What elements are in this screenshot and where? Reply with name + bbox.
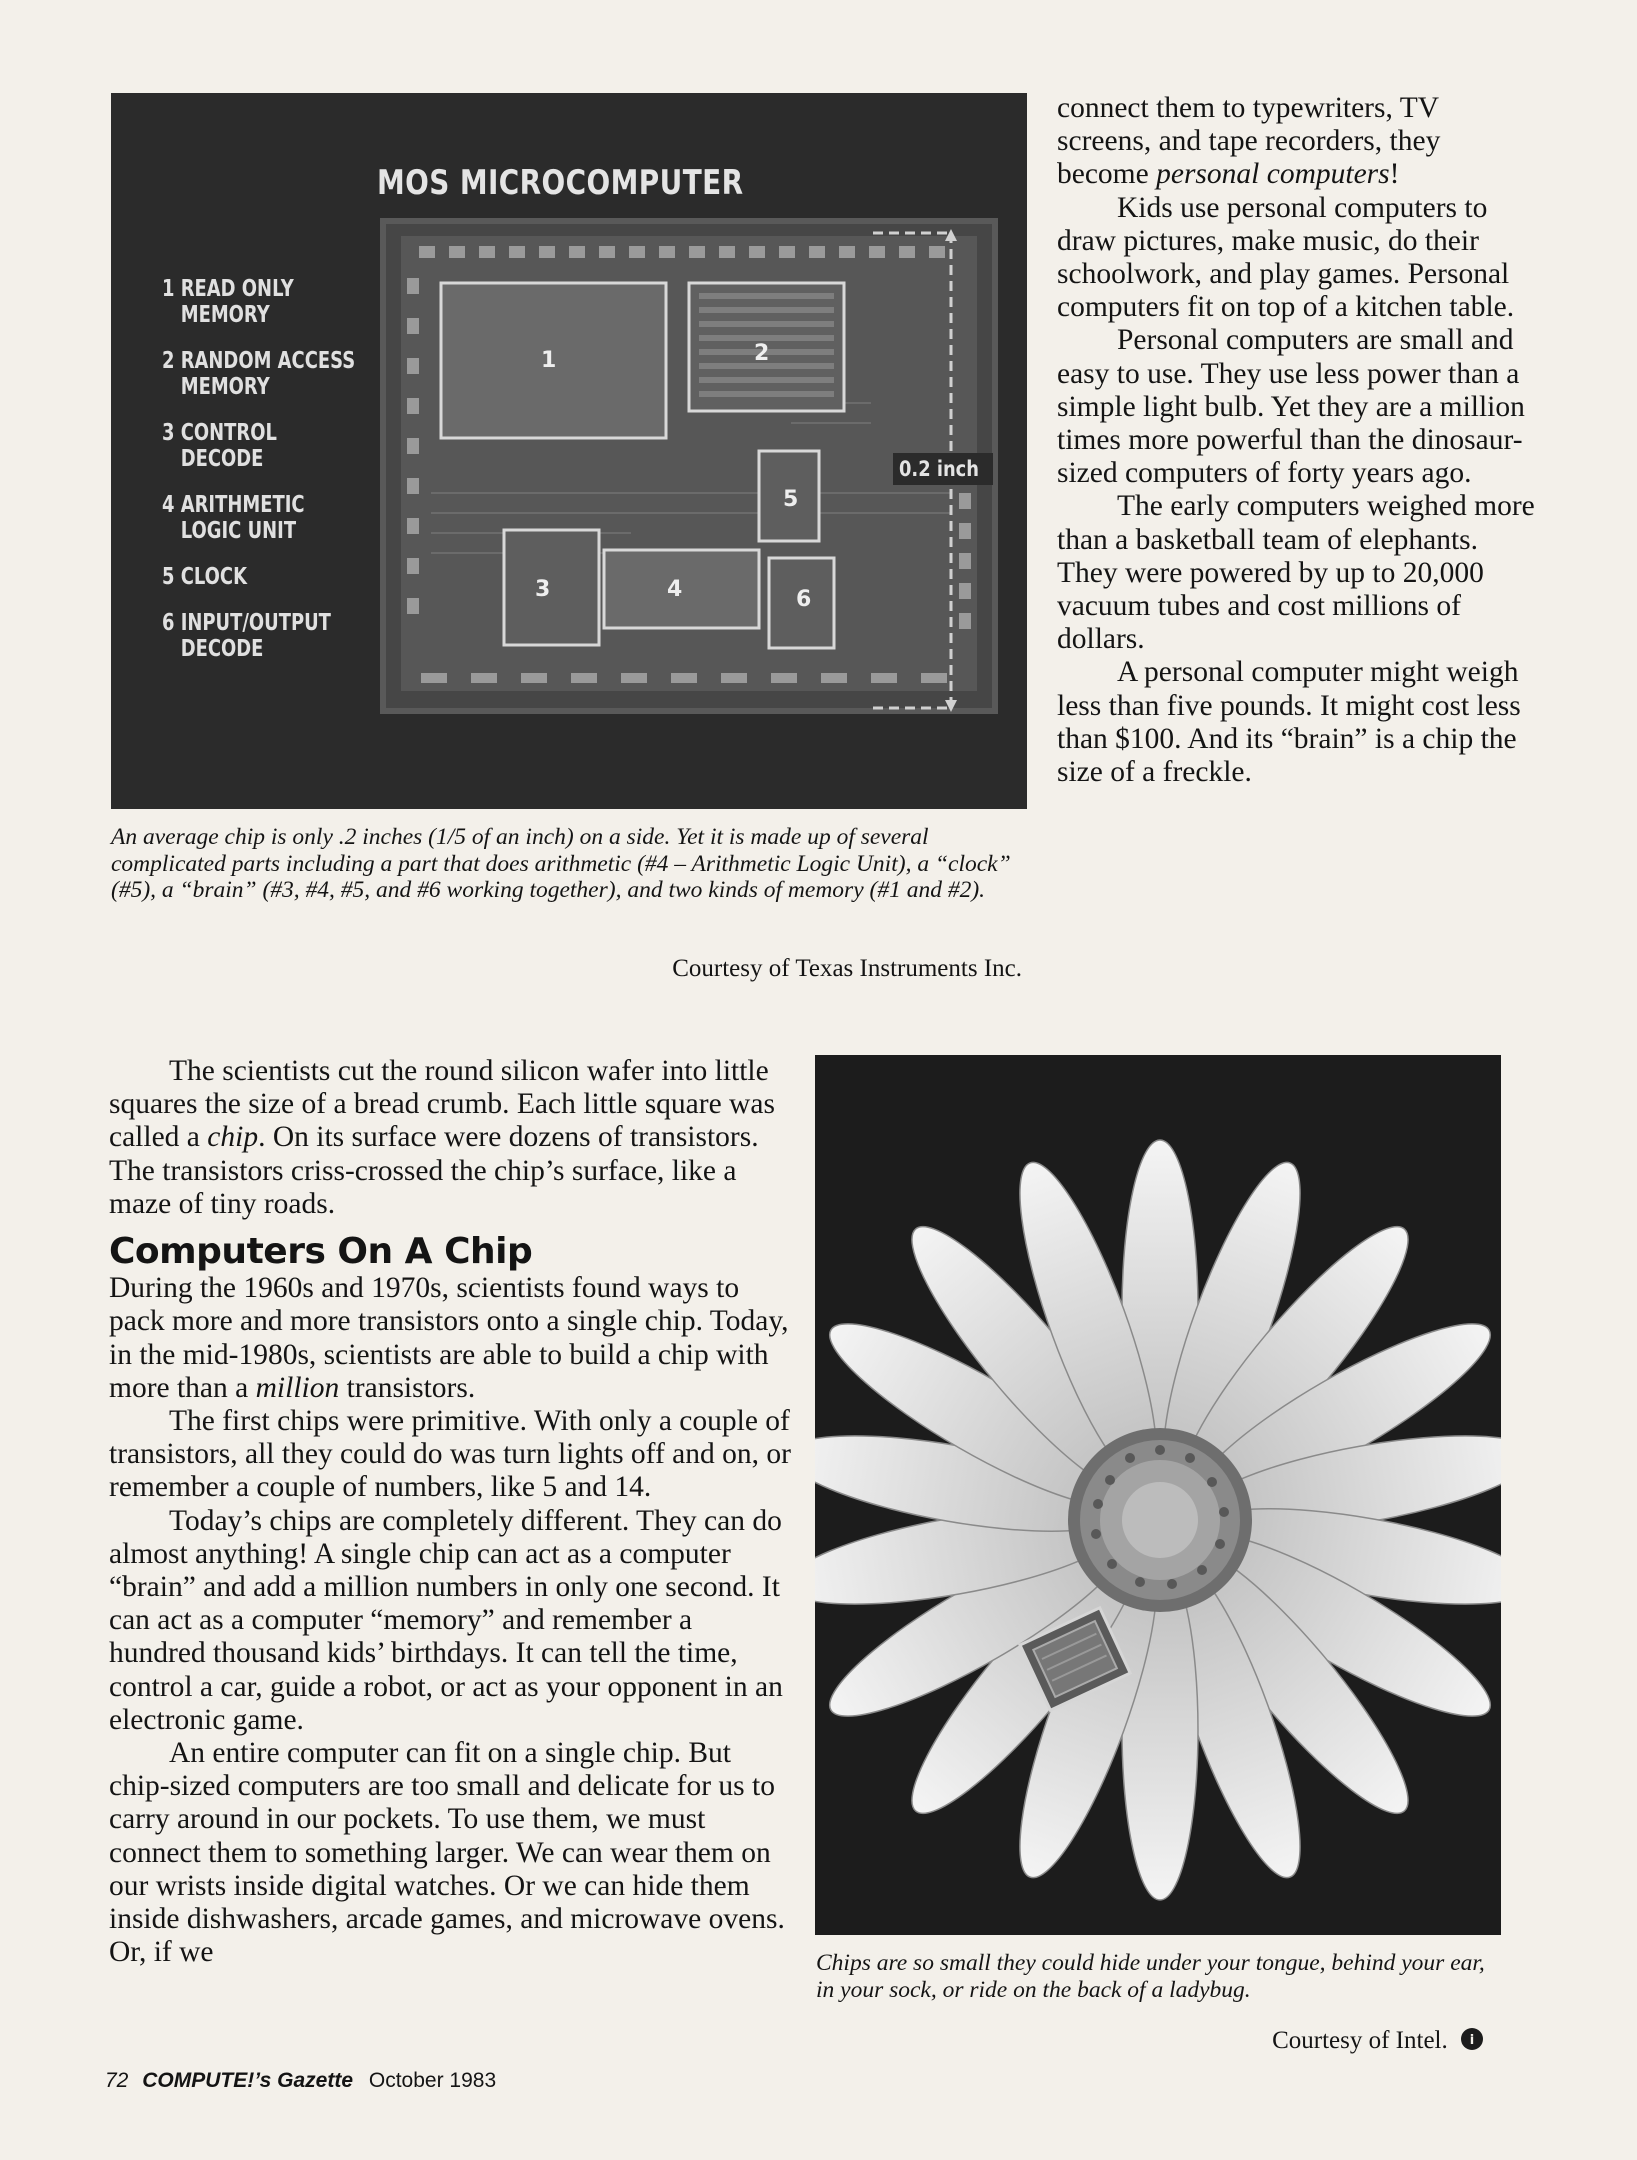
page-number: 72: [105, 2069, 129, 2092]
chip-credit: Courtesy of Texas Instruments Inc.: [672, 955, 1022, 982]
block-label-2: 2: [754, 341, 770, 366]
block-label-1: 1: [541, 348, 557, 373]
right-para-2: Kids use personal computers to draw pictures, make music, do their schoolwork, and play games. Personal computers fit on top of a kitchen table.: [1057, 191, 1515, 324]
legend-item-clock: 5 CLOCK: [162, 564, 248, 590]
right-column: [1057, 92, 1535, 789]
chip-photo: [111, 93, 1027, 809]
block-label-5: 5: [783, 487, 799, 512]
intel-logo-icon: [1460, 2027, 1484, 2051]
chip-caption: An average chip is only .2 inches (1/5 of an inch) on a side. Yet it is made up of several complicated parts including a part that does arithmetic (#4 – Arithmetic Logic Unit), a “clock” (#5), a “brain” (#3, #4, #5, and #6 working together), and two kinds of memory (#1 and #2).: [111, 824, 1011, 903]
left-column: [109, 1055, 796, 1969]
right-para-1: connect them to typewriters, TV screens, and tape recorders, they become personal computers!: [1057, 92, 1441, 191]
section-heading: Computers On A Chip: [109, 1231, 533, 1273]
block-label-6: 6: [796, 587, 812, 612]
left-para-2: During the 1960s and 1970s, scientists found ways to pack more and more transistors onto a single chip. Today, in the mid-1980s, scientists are able to build a chip with more than a million transistors.: [109, 1272, 789, 1404]
legend-item-io: 6 INPUT/OUTPUT DECODE: [162, 610, 331, 662]
magazine-name: COMPUTE!’s Gazette: [142, 2069, 354, 2092]
flower-credit-text: Courtesy of Intel.: [1272, 2027, 1448, 2054]
right-para-3: Personal computers are small and easy to use. They use less power than a simple light bulb. Yet they are a million times more powerful than the dinosaur-sized computers of forty years ago.: [1057, 324, 1525, 490]
block-label-3: 3: [535, 577, 551, 602]
chip-title: MOS MICROCOMPUTER: [377, 163, 744, 203]
left-para-5: An entire computer can fit on a single chip. But chip-sized computers are too small and delicate for us to carry around in our pockets. To use them, we must connect them to something larger. We can wear them on our wrists inside digital watches. Or we can hide them inside dishwashers, arcade games, and microwave ovens. Or, if we: [109, 1737, 785, 1969]
flower-caption: Chips are so small they could hide under your tongue, behind your ear, in your sock, or ride on the back of a ladybug.: [816, 1950, 1485, 2003]
legend-item-alu: 4 ARITHMETIC LOGIC UNIT: [162, 492, 305, 544]
chip-legend: [162, 276, 355, 682]
dimension-label: 0.2 inch: [899, 457, 979, 481]
legend-item-ram: 2 RANDOM ACCESS MEMORY: [162, 348, 356, 400]
flower-photo: [815, 1055, 1501, 1935]
legend-item-rom: 1 READ ONLY MEMORY: [162, 276, 294, 328]
page-footer: [105, 2069, 496, 2093]
flower-credit: [1100, 2027, 1484, 2055]
svg-text:i: i: [1469, 2033, 1475, 2048]
right-para-5: A personal computer might weigh less than five pounds. It might cost less than $100. And its “brain” is a chip the size of a freckle.: [1057, 656, 1521, 789]
legend-item-control: 3 CONTROL DECODE: [162, 420, 277, 472]
left-para-1: The scientists cut the round silicon wafer into little squares the size of a bread crumb. Each little square was called a chip. On its surface were dozens of transistors. The transistors criss-crossed the chip’s surface, like a maze of tiny roads.: [109, 1055, 775, 1220]
left-para-4: Today’s chips are completely different. They can do almost anything! A single chip can act as a computer “brain” and add a million numbers in only one second. It can act as a computer “memory” and remember a hundred thousand kids’ birthdays. It can tell the time, control a car, guide a robot, or act as your opponent in an electronic game.: [109, 1504, 783, 1736]
issue-date: October 1983: [368, 2069, 497, 2092]
block-label-4: 4: [667, 577, 683, 602]
right-para-4: The early computers weighed more than a basketball team of elephants. They were powered by up to 20,000 vacuum tubes and cost millions of dollars.: [1057, 490, 1535, 656]
left-para-3: The first chips were primitive. With only a couple of transistors, all they could do was turn lights off and on, or remember a couple of numbers, like 5 and 14.: [109, 1405, 791, 1504]
